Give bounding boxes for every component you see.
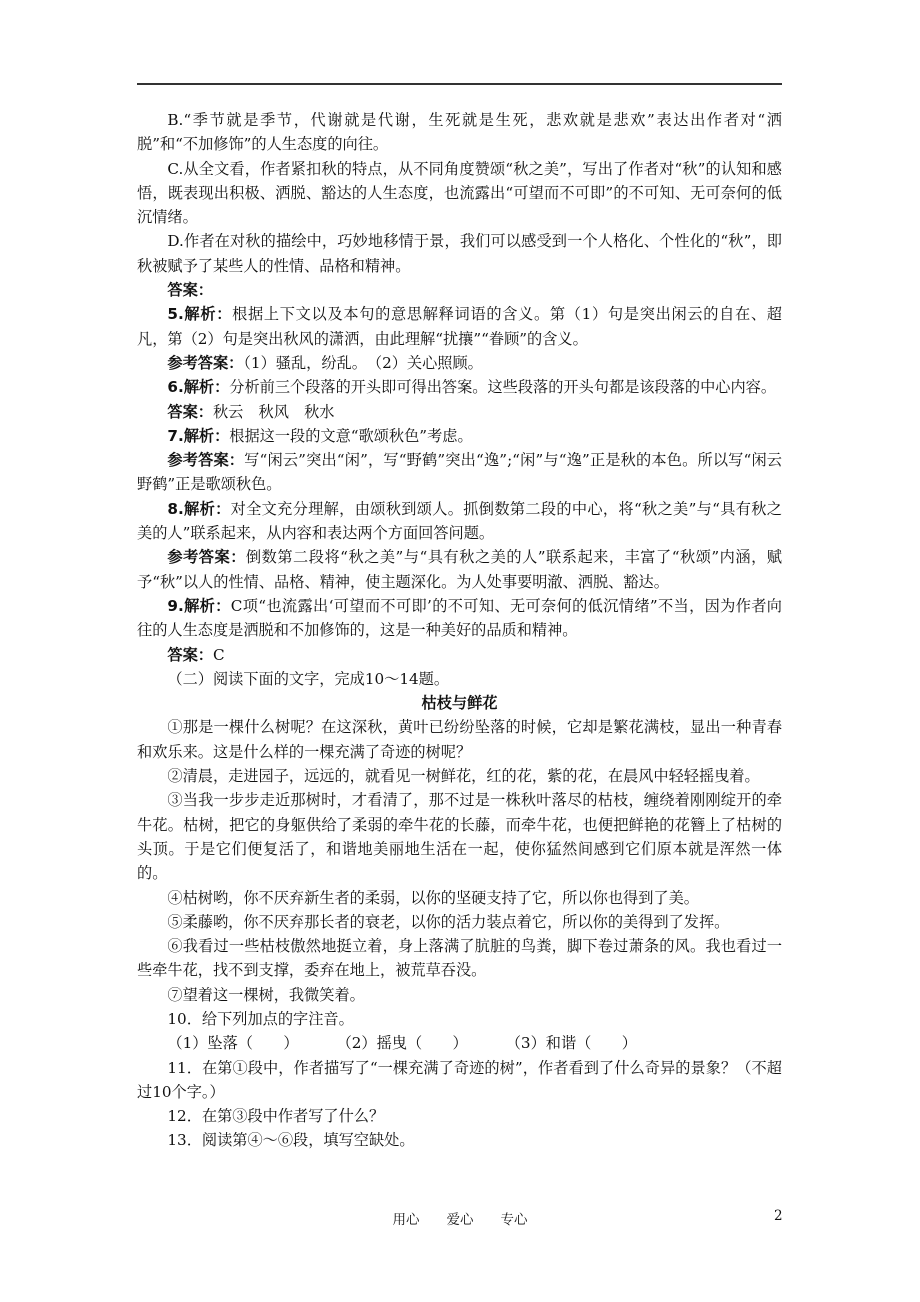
passage-paragraph-2: ②清晨，走进园子，远远的，就看见一树鲜花，红的花，紫的花，在晨风中轻轻摇曳着。	[167, 767, 760, 786]
question-10-items	[137, 1031, 782, 1055]
question-11: 11．在第①段中，作者描写了“一棵充满了奇迹的树”，作者看到了什么奇异的景象？（不超过10个字。）	[137, 1058, 782, 1101]
option-b: B.“季节就是季节，代谢就是代谢，生死就是生死，悲欢就是悲欢”表达出作者对“洒脱”和“不加修饰”的人生态度的向往。	[137, 111, 782, 154]
option-d: D.作者在对秋的描绘中，巧妙地移情于景，我们可以感受到一个人格化、个性化的“秋”，即秋被赋予了某些人的性情、品格和精神。	[137, 232, 782, 275]
q8-reference	[137, 545, 782, 594]
passage-paragraph-4: ④枯树哟，你不厌弃新生者的柔弱，以你的坚硬支持了它，所以你也得到了美。	[167, 888, 699, 907]
q5-text: 根据上下文以及本句的意思解释词语的含义。第（1）句是突出闲云的自在、超凡，第（2）句是突出秋风的潇洒，由此理解“扰攘”“眷顾”的含义。	[137, 305, 782, 348]
q10-item-2: （2）摇曳（ ）	[336, 1034, 468, 1053]
q9-ans-text: C	[212, 645, 225, 664]
q6-ans-text: 秋云 秋风 秋水	[212, 402, 335, 421]
q5-ref-label: 参考答案：	[167, 353, 244, 372]
q9-text: C项“也流露出‘可望而不可即’的不可知、无可奈何的低沉情绪”不当，因为作者向往的人生态度是洒脱和不加修饰的，这是一种美好的品质和精神。	[137, 596, 782, 640]
q8-ref-label: 参考答案：	[167, 548, 246, 567]
question-13: 13．阅读第④～⑥段，填写空缺处。	[167, 1131, 415, 1150]
passage-paragraph-3: ③当我一步步走近那树时，才看清了，那不过是一株秋叶落尽的枯枝，缠绕着刚刚绽开的牵牛花。枯树，把它的身躯供给了柔弱的牵牛花的长藤，而牵牛花，也便把鲜艳的花簪上了枯树的头顶。于是它们便复活了，和谐地美丽地生活在一起，使你猛然间感到它们原本就是浑然一体的。	[137, 791, 782, 883]
q8-label: 8.解析：	[167, 499, 231, 518]
option-c: C.从全文看，作者紧扣秋的特点，从不同角度赞颂“秋之美”，写出了作者对“秋”的认知和感悟，既表现出积极、洒脱、豁达的人生态度，也流露出“可望而不可即”的不可知、无可奈何的低沉情绪。	[137, 159, 782, 227]
q9-ans-label: 答案：	[167, 645, 213, 664]
q10-item-3: （3）和谐（ ）	[505, 1034, 637, 1053]
page-number: 2	[774, 1208, 783, 1224]
question-10: 10．给下列加点的字注音。	[167, 1009, 354, 1028]
q5-ref-text: （1）骚乱，纷乱。 （2）关心照顾。	[243, 353, 483, 372]
q6-analysis	[137, 375, 782, 399]
passage-paragraph-6: ⑥我看过一些枯枝傲然地挺立着，身上落满了肮脏的鸟粪，脚下卷过萧条的风。我也看过一些牵牛花，找不到支撑，委弃在地上，被荒草吞没。	[137, 937, 782, 980]
q8-ref-text: 倒数第二段将“秋之美”与“具有秋之美的人”联系起来，丰富了“秋颂”内涵，赋予“秋”以人的性情、品格、精神，使主题深化。为人处事要明澈、洒脱、豁达。	[137, 548, 782, 591]
q7-ref-label: 参考答案：	[167, 451, 245, 470]
footer-motto: 用心 爱心 专心	[392, 1212, 528, 1228]
q5-label: 5.解析：	[167, 305, 233, 324]
q10-item-1: （1）坠落（ ）	[167, 1034, 299, 1053]
q6-answer	[137, 400, 782, 424]
q6-ans-label: 答案：	[167, 402, 213, 421]
q7-analysis	[137, 424, 782, 448]
question-12: 12．在第③段中作者写了什么？	[167, 1107, 385, 1126]
q7-label: 7.解析：	[167, 426, 230, 445]
q5-analysis	[137, 302, 782, 351]
q8-analysis	[137, 497, 782, 546]
passage-paragraph-5: ⑤柔藤哟，你不厌弃那长者的衰老，以你的活力装点着它，所以你的美得到了发挥。	[167, 912, 730, 931]
answer-label	[137, 278, 782, 302]
q6-label: 6.解析：	[167, 378, 230, 397]
section-two-intro: （二）阅读下面的文字，完成10～14题。	[167, 669, 450, 688]
passage-paragraph-7: ⑦望着这一棵树，我微笑着。	[167, 985, 365, 1004]
passage-paragraph-1: ①那是一棵什么树呢？在这深秋，黄叶已纷纷坠落的时候，它却是繁花满枝，显出一种青春和欢乐来。这是什么样的一棵充满了奇迹的树呢？	[137, 718, 782, 761]
q9-answer	[137, 643, 782, 667]
page-body	[137, 108, 782, 1153]
q7-reference	[137, 448, 782, 497]
answer-label-text: 答案：	[167, 281, 213, 300]
passage-title: 枯枝与鲜花	[421, 694, 498, 713]
header-rule	[137, 83, 782, 85]
q9-label: 9.解析：	[167, 596, 231, 615]
q9-analysis	[137, 594, 782, 643]
q7-ref-text: 写“闲云”突出“闲”，写“野鹤”突出“逸”;“闲”与“逸”正是秋的本色。所以写“闲云野鹤”正是歌颂秋色。	[137, 451, 782, 494]
q7-text: 根据这一段的文意“歌颂秋色”考虑。	[229, 426, 473, 445]
q6-text: 分析前三个段落的开头即可得出答案。这些段落的开头句都是该段落的中心内容。	[229, 378, 777, 397]
q8-text: 对全文充分理解，由颂秋到颂人。抓倒数第二段的中心，将“秋之美”与“具有秋之美的人”联系起来，从内容和表达两个方面回答问题。	[137, 499, 782, 543]
q5-reference	[137, 351, 782, 375]
